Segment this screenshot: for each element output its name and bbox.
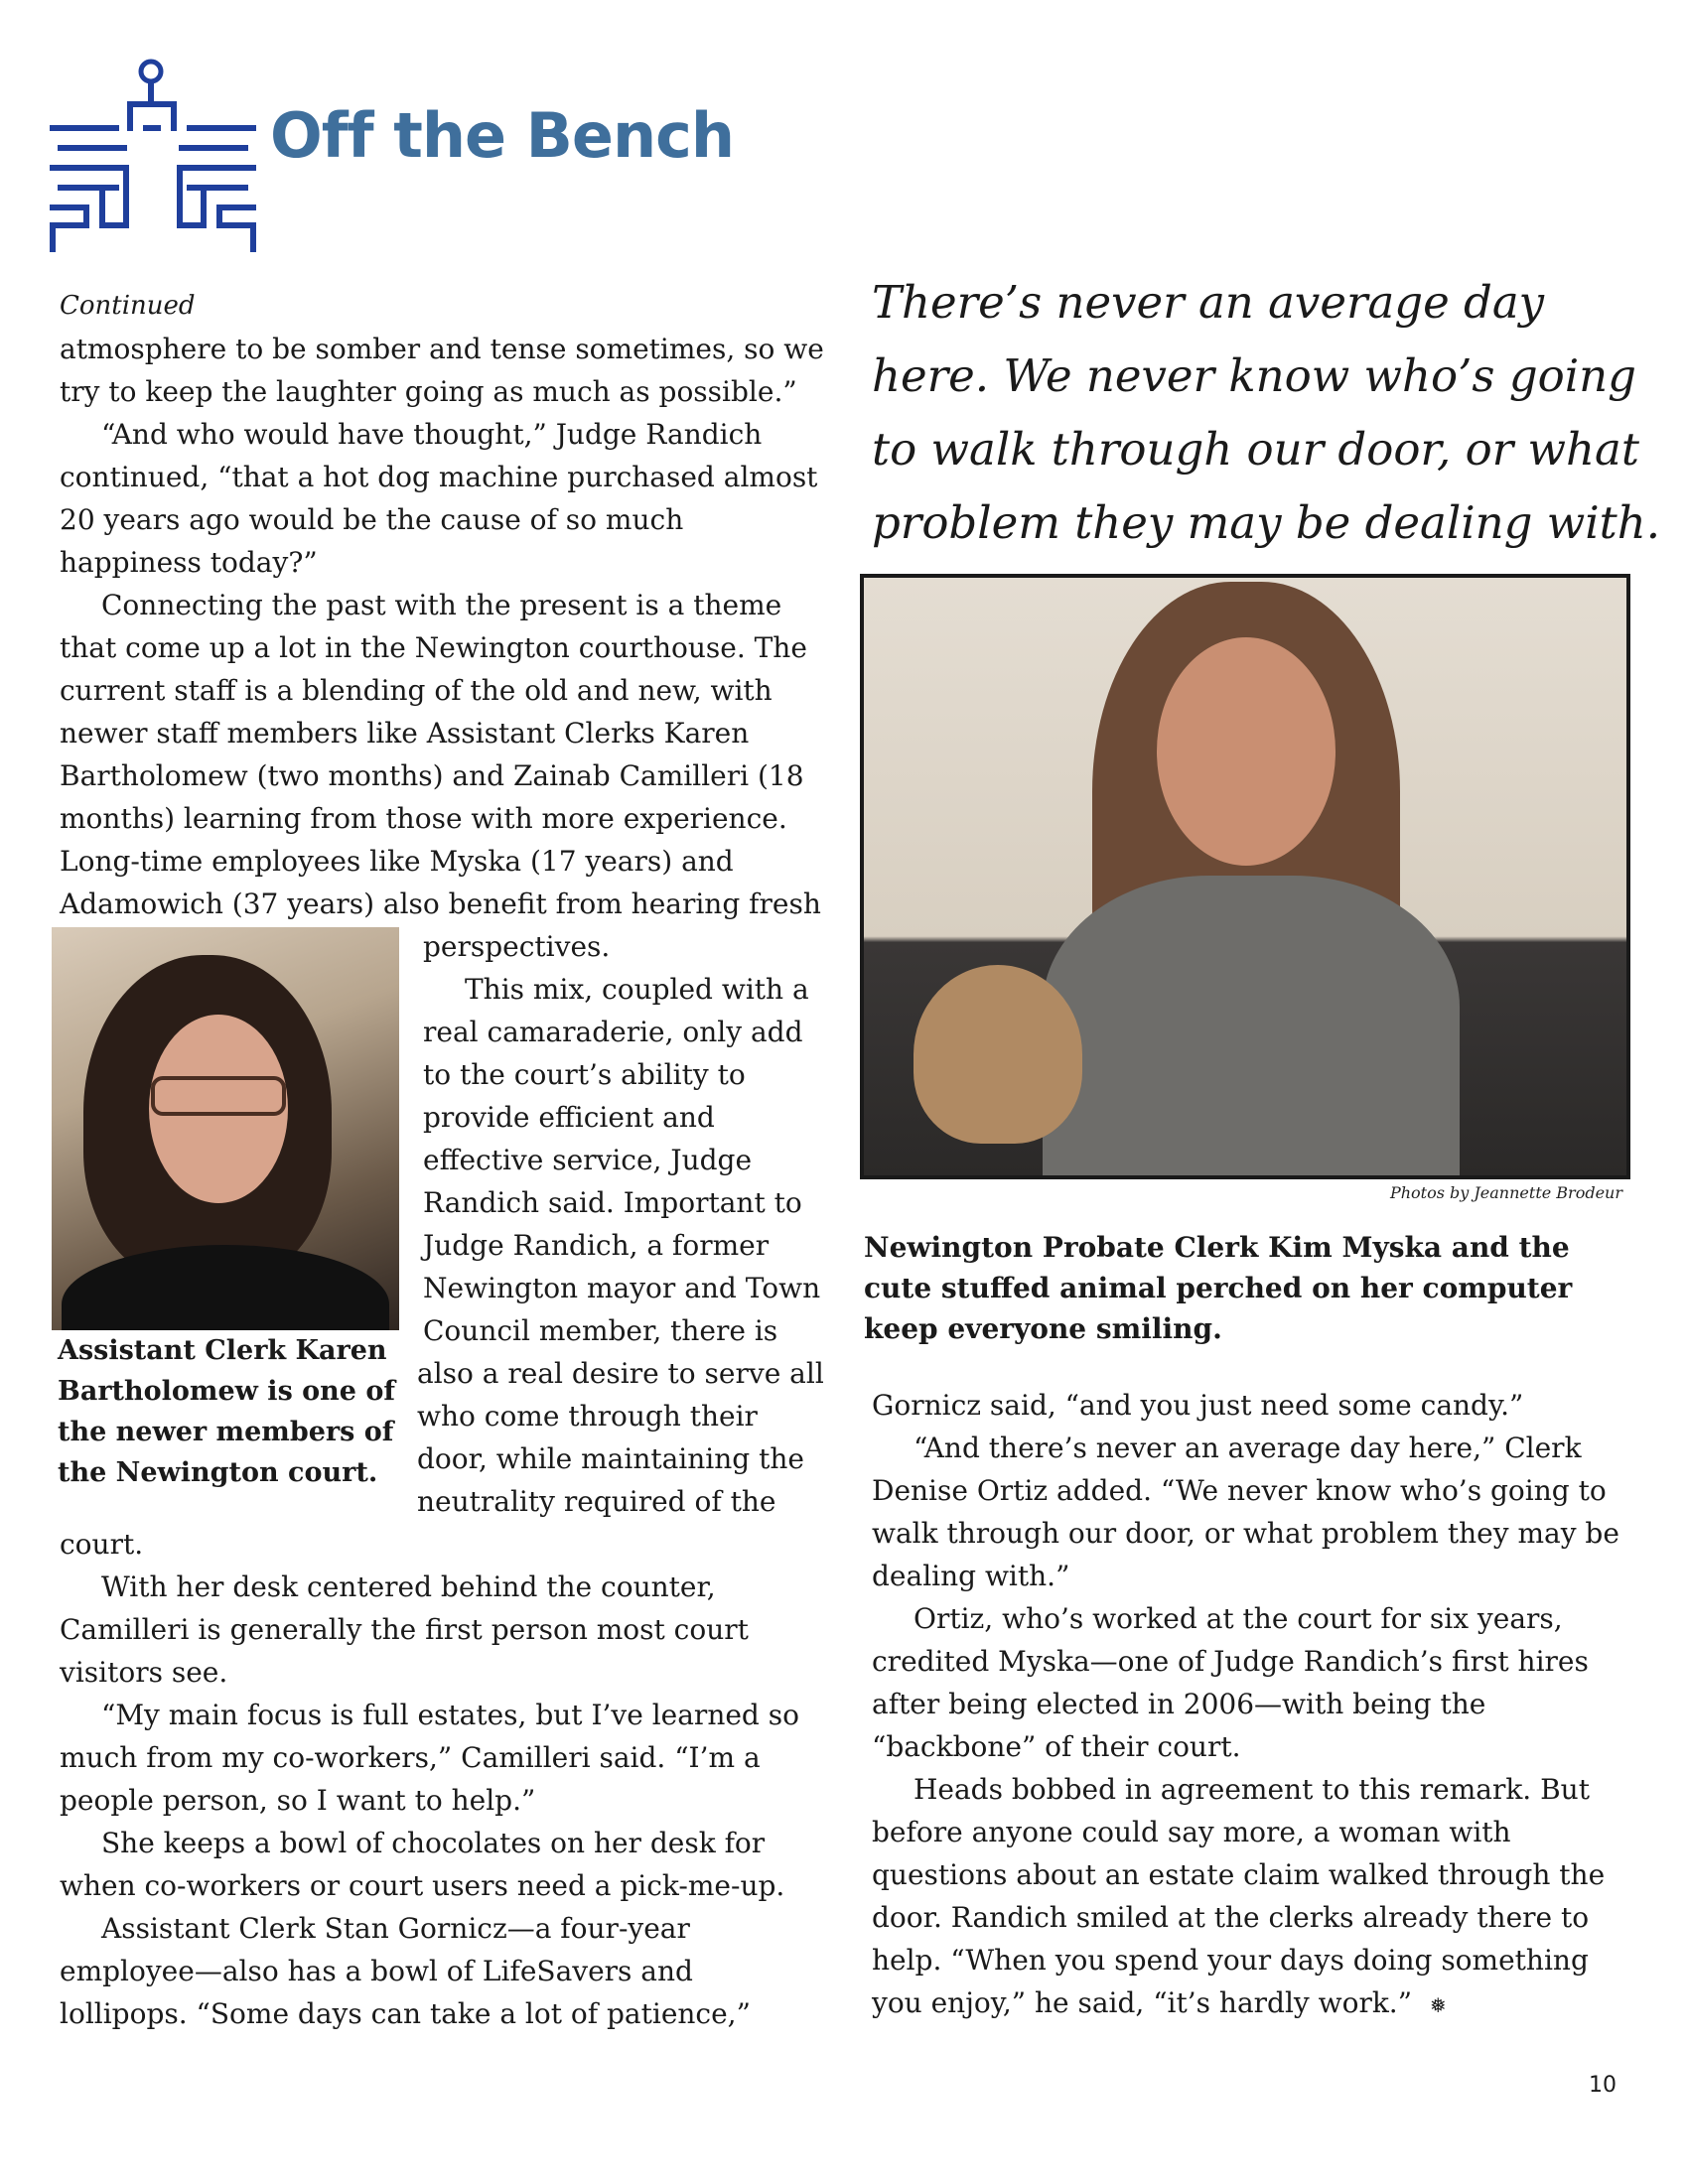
page-number: 10 <box>1589 2073 1617 2098</box>
pull-quote: There’s never an average day here. We never know who’s going to walk through our door, or what problem they may be dealing with. <box>872 276 1661 549</box>
kim-photo-caption: Newington Probate Clerk Kim Myska and the cute stuffed animal perched on her computer keep everyone smiling. <box>864 1231 1573 1345</box>
body-paragraph: She keeps a bowl of chocolates on her desk for when co-workers or court users need a pick-me-up. <box>60 1827 785 1902</box>
right-column <box>872 1384 1636 2027</box>
photo-credit: Photos by Jeannette Brodeur <box>1389 1183 1622 1202</box>
masthead-title: Off the Bench <box>270 99 734 172</box>
body-paragraph: Assistant Clerk Stan Gornicz—a four-year employee—also has a bowl of LifeSavers and lollipops. “Some days can take a lot of patience,” <box>60 1912 751 2030</box>
body-paragraph: Connecting the past with the present is a theme that come up a lot in the Newington courthouse. The current staff is a blending of the old and new, with newer staff members like Assistant Clerks Karen Bartholomew (two months) and Zainab Camilleri (18 months) learning from those with more experience. Long-time employees like Myska (17 years) and Adamowich (37 years) also benefit from hearing fresh <box>60 589 821 920</box>
probate-courts-logo-icon <box>48 58 256 261</box>
body-paragraph: “My main focus is full estates, but I’ve learned so much from my co-workers,” Camilleri said. “I’m a people person, so I want to help.” <box>60 1699 799 1817</box>
closing-paragraph-text: Heads bobbed in agreement to this remark. But before anyone could say more, a woman with questions about an estate claim walked through the door. Randich smiled at the clerks already there to help. “When you spend your days doing something you enjoy,” he said, “it’s hardly work.” <box>872 1773 1606 2019</box>
karen-bartholomew-photo <box>52 927 399 1330</box>
body-paragraph: “And who would have thought,” Judge Randich continued, “that a hot dog machine purchased almost 20 years ago would be the cause of so much happiness today?” <box>60 418 818 579</box>
left-column <box>60 286 824 2035</box>
body-paragraph: atmosphere to be somber and tense sometimes, so we try to keep the laughter going as much as possible.” <box>60 333 824 408</box>
karen-photo-caption: Assistant Clerk Karen Bartholomew is one of the newer members of the Newington court. <box>58 1335 396 1488</box>
body-paragraph: Ortiz, who’s worked at the court for six years, credited Myska—one of Judge Randich’s first hires after being elected in 2006—with being the “backbone” of their court. <box>872 1602 1589 1763</box>
body-paragraph: This mix, coupled with a real camaraderie, only add to the court’s ability to provide efficient and effective service, Judge Randich said. Important to Judge Randich, a former Newington mayor and Town Council member, there is also a real desire to serve all who come through their door, while maintaining the neutrality required of the court. <box>60 973 824 1561</box>
body-paragraph: With her desk centered behind the counter, Camilleri is generally the first person most court visitors see. <box>60 1570 749 1689</box>
continued-label: Continued <box>60 291 196 321</box>
end-mark-icon: ❅ <box>1429 1993 1447 2017</box>
body-paragraph: perspectives. <box>423 930 611 963</box>
kim-myska-photo <box>860 574 1630 1179</box>
body-paragraph: Gornicz said, “and you just need some candy.” <box>872 1389 1524 1422</box>
body-paragraph: “And there’s never an average day here,” Clerk Denise Ortiz added. “We never know who’s going to walk through our door, or what problem they may be dealing with.” <box>872 1432 1619 1592</box>
body-paragraph <box>872 1768 1636 2027</box>
